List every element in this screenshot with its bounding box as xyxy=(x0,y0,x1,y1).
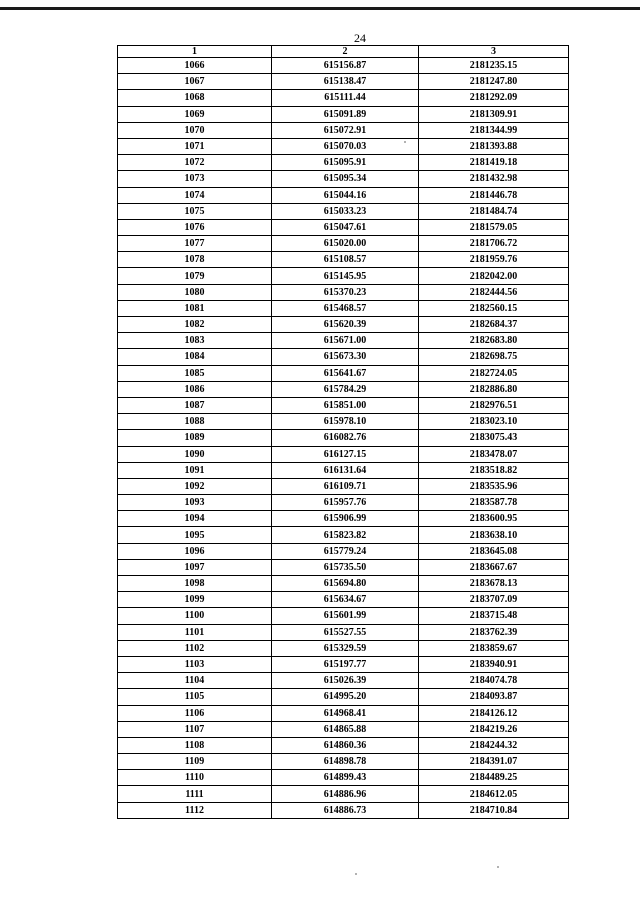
table-row xyxy=(118,349,569,365)
column-header: 2 xyxy=(272,46,419,58)
table-row xyxy=(118,252,569,268)
table-cell: 615851.00 xyxy=(272,397,419,413)
table-cell: 614968.41 xyxy=(272,705,419,721)
table-cell: 1109 xyxy=(118,754,272,770)
table-cell: 615527.55 xyxy=(272,624,419,640)
table-cell: 2181579.05 xyxy=(419,219,569,235)
table-cell: 1099 xyxy=(118,592,272,608)
table-row xyxy=(118,90,569,106)
table-cell: 1111 xyxy=(118,786,272,802)
table-cell: 2181292.09 xyxy=(419,90,569,106)
table-cell: 1086 xyxy=(118,381,272,397)
table-row xyxy=(118,511,569,527)
table-cell: 615026.39 xyxy=(272,673,419,689)
table-row xyxy=(118,203,569,219)
table-row xyxy=(118,106,569,122)
table-cell: 615370.23 xyxy=(272,284,419,300)
table-cell: 2182444.56 xyxy=(419,284,569,300)
table-cell: 1080 xyxy=(118,284,272,300)
table-cell: 1066 xyxy=(118,58,272,74)
table-cell: 1075 xyxy=(118,203,272,219)
table-cell: 615823.82 xyxy=(272,527,419,543)
table-cell: 615620.39 xyxy=(272,317,419,333)
table-row xyxy=(118,122,569,138)
table-row xyxy=(118,171,569,187)
table-cell: 615197.77 xyxy=(272,656,419,672)
table-cell: 2183075.43 xyxy=(419,430,569,446)
table-cell: 2182684.37 xyxy=(419,317,569,333)
table-cell: 615957.76 xyxy=(272,495,419,511)
table-cell: 2183023.10 xyxy=(419,414,569,430)
table-cell: 1069 xyxy=(118,106,272,122)
table-row xyxy=(118,268,569,284)
table-cell: 615634.67 xyxy=(272,592,419,608)
table-cell: 615601.99 xyxy=(272,608,419,624)
table-row xyxy=(118,138,569,154)
table-cell: 615070.03 xyxy=(272,138,419,154)
table-cell: 2181484.74 xyxy=(419,203,569,219)
table-row xyxy=(118,495,569,511)
top-border-line xyxy=(0,7,640,10)
table-cell: 1094 xyxy=(118,511,272,527)
table-cell: 2183707.09 xyxy=(419,592,569,608)
table-cell: 2181235.15 xyxy=(419,58,569,74)
table-cell: 1100 xyxy=(118,608,272,624)
table-cell: 1102 xyxy=(118,640,272,656)
table-cell: 1068 xyxy=(118,90,272,106)
table-cell: 615468.57 xyxy=(272,300,419,316)
column-header: 3 xyxy=(419,46,569,58)
table-cell: 2181393.88 xyxy=(419,138,569,154)
table-row xyxy=(118,381,569,397)
scan-speck xyxy=(497,866,499,868)
table-row xyxy=(118,640,569,656)
table-cell: 1073 xyxy=(118,171,272,187)
scan-speck xyxy=(404,141,406,143)
table-row xyxy=(118,689,569,705)
table-cell: 1076 xyxy=(118,219,272,235)
scan-speck xyxy=(355,873,357,875)
table-cell: 1085 xyxy=(118,365,272,381)
table-cell: 615108.57 xyxy=(272,252,419,268)
table-row xyxy=(118,737,569,753)
table-row xyxy=(118,236,569,252)
table-row xyxy=(118,414,569,430)
table-cell: 1103 xyxy=(118,656,272,672)
table-cell: 614995.20 xyxy=(272,689,419,705)
table-cell: 614865.88 xyxy=(272,721,419,737)
table-cell: 616131.64 xyxy=(272,462,419,478)
table-row xyxy=(118,58,569,74)
table-row xyxy=(118,576,569,592)
table-cell: 1078 xyxy=(118,252,272,268)
table-row xyxy=(118,705,569,721)
table-cell: 2182886.80 xyxy=(419,381,569,397)
table-cell: 615033.23 xyxy=(272,203,419,219)
table-row xyxy=(118,786,569,802)
table-cell: 615020.00 xyxy=(272,236,419,252)
table-row xyxy=(118,527,569,543)
table-row xyxy=(118,187,569,203)
table-cell: 2183478.07 xyxy=(419,446,569,462)
table-cell: 1071 xyxy=(118,138,272,154)
table-cell: 2184219.26 xyxy=(419,721,569,737)
table-row xyxy=(118,365,569,381)
table-cell: 1110 xyxy=(118,770,272,786)
table-cell: 2183678.13 xyxy=(419,576,569,592)
table-cell: 1084 xyxy=(118,349,272,365)
table-cell: 615095.34 xyxy=(272,171,419,187)
table-cell: 615694.80 xyxy=(272,576,419,592)
table-cell: 615673.30 xyxy=(272,349,419,365)
table-row xyxy=(118,543,569,559)
table-cell: 2182724.05 xyxy=(419,365,569,381)
table-cell: 1091 xyxy=(118,462,272,478)
table-cell: 615091.89 xyxy=(272,106,419,122)
table-row xyxy=(118,624,569,640)
table-cell: 2181247.80 xyxy=(419,74,569,90)
table-cell: 614886.96 xyxy=(272,786,419,802)
table-row xyxy=(118,656,569,672)
table-cell: 1092 xyxy=(118,478,272,494)
table-cell: 1083 xyxy=(118,333,272,349)
table-row xyxy=(118,462,569,478)
table-cell: 615906.99 xyxy=(272,511,419,527)
table-cell: 2182042.00 xyxy=(419,268,569,284)
table-cell: 616082.76 xyxy=(272,430,419,446)
table-cell: 2183600.95 xyxy=(419,511,569,527)
table-row xyxy=(118,673,569,689)
table-row xyxy=(118,559,569,575)
table-cell: 1105 xyxy=(118,689,272,705)
table-cell: 1067 xyxy=(118,74,272,90)
table-cell: 615641.67 xyxy=(272,365,419,381)
table-cell: 2181432.98 xyxy=(419,171,569,187)
table-cell: 1088 xyxy=(118,414,272,430)
page-number: 24 xyxy=(354,31,366,45)
table-cell: 2181309.91 xyxy=(419,106,569,122)
table-row xyxy=(118,478,569,494)
table-cell: 615978.10 xyxy=(272,414,419,430)
table-row xyxy=(118,155,569,171)
table-cell: 2182560.15 xyxy=(419,300,569,316)
table-cell: 2183667.67 xyxy=(419,559,569,575)
table-cell: 615784.29 xyxy=(272,381,419,397)
table-cell: 1093 xyxy=(118,495,272,511)
table-row xyxy=(118,770,569,786)
table-cell: 616127.15 xyxy=(272,446,419,462)
table-cell: 1101 xyxy=(118,624,272,640)
table-row xyxy=(118,397,569,413)
table-row xyxy=(118,446,569,462)
table-cell: 2181446.78 xyxy=(419,187,569,203)
table-cell: 2182683.80 xyxy=(419,333,569,349)
table-cell: 2181344.99 xyxy=(419,122,569,138)
table-cell: 2184710.84 xyxy=(419,802,569,818)
table-cell: 2183715.48 xyxy=(419,608,569,624)
table-cell: 615095.91 xyxy=(272,155,419,171)
table-cell: 615779.24 xyxy=(272,543,419,559)
table-cell: 615072.91 xyxy=(272,122,419,138)
coordinate-table xyxy=(117,45,569,819)
table-cell: 615329.59 xyxy=(272,640,419,656)
table-cell: 1104 xyxy=(118,673,272,689)
table-row xyxy=(118,74,569,90)
table-cell: 1079 xyxy=(118,268,272,284)
table-cell: 1081 xyxy=(118,300,272,316)
table-cell: 2183587.78 xyxy=(419,495,569,511)
table-row xyxy=(118,802,569,818)
table-row xyxy=(118,300,569,316)
table-cell: 1108 xyxy=(118,737,272,753)
table-cell: 614860.36 xyxy=(272,737,419,753)
table-cell: 615735.50 xyxy=(272,559,419,575)
table-row xyxy=(118,333,569,349)
table-cell: 2183940.91 xyxy=(419,656,569,672)
table-cell: 2183638.10 xyxy=(419,527,569,543)
table-cell: 2181706.72 xyxy=(419,236,569,252)
table-cell: 2181959.76 xyxy=(419,252,569,268)
table-row xyxy=(118,754,569,770)
table-cell: 2182698.75 xyxy=(419,349,569,365)
table-cell: 1070 xyxy=(118,122,272,138)
table-cell: 614898.78 xyxy=(272,754,419,770)
table-cell: 1106 xyxy=(118,705,272,721)
table-cell: 2181419.18 xyxy=(419,155,569,171)
table-cell: 1097 xyxy=(118,559,272,575)
table-cell: 1090 xyxy=(118,446,272,462)
table-row xyxy=(118,430,569,446)
table-cell: 2184244.32 xyxy=(419,737,569,753)
table-cell: 615145.95 xyxy=(272,268,419,284)
table-cell: 1112 xyxy=(118,802,272,818)
table-cell: 2183518.82 xyxy=(419,462,569,478)
table-cell: 2183762.39 xyxy=(419,624,569,640)
table-cell: 615044.16 xyxy=(272,187,419,203)
table-cell: 2184612.05 xyxy=(419,786,569,802)
table-cell: 614899.43 xyxy=(272,770,419,786)
table-cell: 2183645.08 xyxy=(419,543,569,559)
table-cell: 615156.87 xyxy=(272,58,419,74)
table-row xyxy=(118,608,569,624)
table-cell: 615111.44 xyxy=(272,90,419,106)
table-row xyxy=(118,721,569,737)
table-cell: 1074 xyxy=(118,187,272,203)
table-row xyxy=(118,592,569,608)
table-cell: 1096 xyxy=(118,543,272,559)
table-cell: 1082 xyxy=(118,317,272,333)
table-cell: 1072 xyxy=(118,155,272,171)
table-cell: 616109.71 xyxy=(272,478,419,494)
table-cell: 2184489.25 xyxy=(419,770,569,786)
table-cell: 2182976.51 xyxy=(419,397,569,413)
column-header: 1 xyxy=(118,46,272,58)
table-cell: 2183859.67 xyxy=(419,640,569,656)
table-row xyxy=(118,284,569,300)
table-cell: 615138.47 xyxy=(272,74,419,90)
table-cell: 2184391.07 xyxy=(419,754,569,770)
table-cell: 1089 xyxy=(118,430,272,446)
table-cell: 614886.73 xyxy=(272,802,419,818)
table-cell: 2184093.87 xyxy=(419,689,569,705)
table-row xyxy=(118,219,569,235)
table-cell: 615047.61 xyxy=(272,219,419,235)
table-cell: 1095 xyxy=(118,527,272,543)
table-cell: 2183535.96 xyxy=(419,478,569,494)
table-cell: 2184126.12 xyxy=(419,705,569,721)
table-cell: 1107 xyxy=(118,721,272,737)
table-cell: 1077 xyxy=(118,236,272,252)
table-row xyxy=(118,317,569,333)
table-cell: 2184074.78 xyxy=(419,673,569,689)
table-cell: 1098 xyxy=(118,576,272,592)
table-cell: 1087 xyxy=(118,397,272,413)
table-cell: 615671.00 xyxy=(272,333,419,349)
table-header-row xyxy=(118,46,569,58)
